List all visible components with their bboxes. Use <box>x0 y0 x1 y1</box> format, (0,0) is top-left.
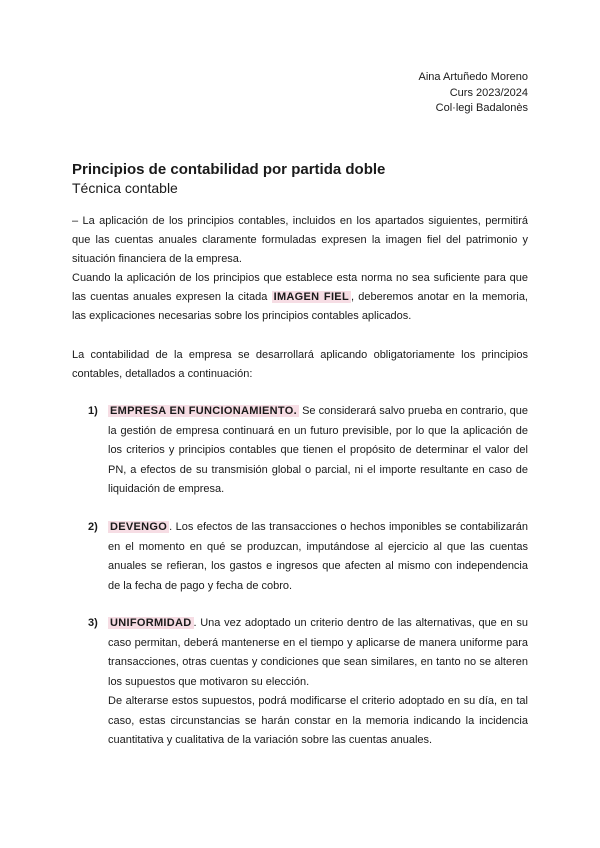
imagen-fiel-highlight: IMAGEN FIEL <box>273 291 349 303</box>
principle-text <box>108 402 528 500</box>
document-title: Principios de contabilidad por partida doble <box>72 161 386 178</box>
lead-text: La contabilidad de la empresa se desarrollará aplicando obligatoriamente los principios contables, detallados a continuación: <box>72 349 528 380</box>
principle-number: 3) <box>88 617 98 629</box>
principle-item-2 <box>88 518 528 596</box>
intro-paragraph-2 <box>72 269 528 326</box>
principle-description-continued: De alterarse estos supuestos, podrá modificarse el criterio adoptado en su día, en tal caso, estas circunstancias se harán constar en la memoria indicando la incidencia cuantitativa y cualitativa de la variación sobre las cuentas anuales. <box>108 695 528 746</box>
principle-item-1 <box>88 402 528 500</box>
intro-paragraph-2-end: , deberemos anotar en la memoria, las explicaciones necesarias sobre los principios contables aplicados. <box>72 291 528 322</box>
author-name: Aina Artuñedo Moreno <box>418 71 528 83</box>
principle-description: . Una vez adoptado un criterio dentro de las alternativas, que en su caso permitan, deberá mantenerse en el tiempo y aplicarse de manera uniforme para transacciones, otras cuentas y condiciones que sean similares, en tanto no se alteren los supuestos que motivaron su elección. <box>108 617 528 688</box>
author-block <box>419 70 528 117</box>
principle-text <box>108 614 528 692</box>
lead-paragraph <box>72 346 528 384</box>
principle-number: 1) <box>88 405 98 417</box>
principle-name: EMPRESA EN FUNCIONAMIENTO. <box>110 405 297 417</box>
school-name: Col·legi Badalonès <box>435 102 528 114</box>
principle-name: DEVENGO <box>110 521 168 533</box>
intro-section <box>72 212 528 326</box>
principle-text <box>108 518 528 596</box>
principle-name: UNIFORMIDAD <box>110 617 192 629</box>
document-subtitle: Técnica contable <box>72 180 178 196</box>
principle-description: Se considerará salvo prueba en contrario, que la gestión de empresa continuará en un futuro previsible, por lo que la aplicación de los criterios y principios contables que tienen el propósito de determinar el valor del PN, a efectos de su transmisión global o parcial, ni el importe resultante en caso de liquidación de empresa. <box>108 405 528 495</box>
intro-paragraph-2-start: Cuando la aplicación de los principios que establece esta norma no sea suficiente para que las cuentas anuales expresen la citada <box>72 272 528 303</box>
principle-description: . Los efectos de las transacciones o hechos imponibles se contabilizarán en el momento en qué se produzcan, imputándose al ejercicio al que las cuentas anuales se refieran, los gastos e ingresos que afecten al mismo con independencia de la fecha de pago y fecha de cobro. <box>108 521 528 592</box>
course-year: Curs 2023/2024 <box>449 86 528 99</box>
principle-number: 2) <box>88 521 98 533</box>
intro-paragraph-1: – La aplicación de los principios contables, incluidos en los apartados siguientes, permitirá que las cuentas anuales claramente formuladas expresen la imagen fiel del patrimonio y situación financiera de la empresa. <box>72 215 528 265</box>
principle-item-3 <box>88 614 528 751</box>
